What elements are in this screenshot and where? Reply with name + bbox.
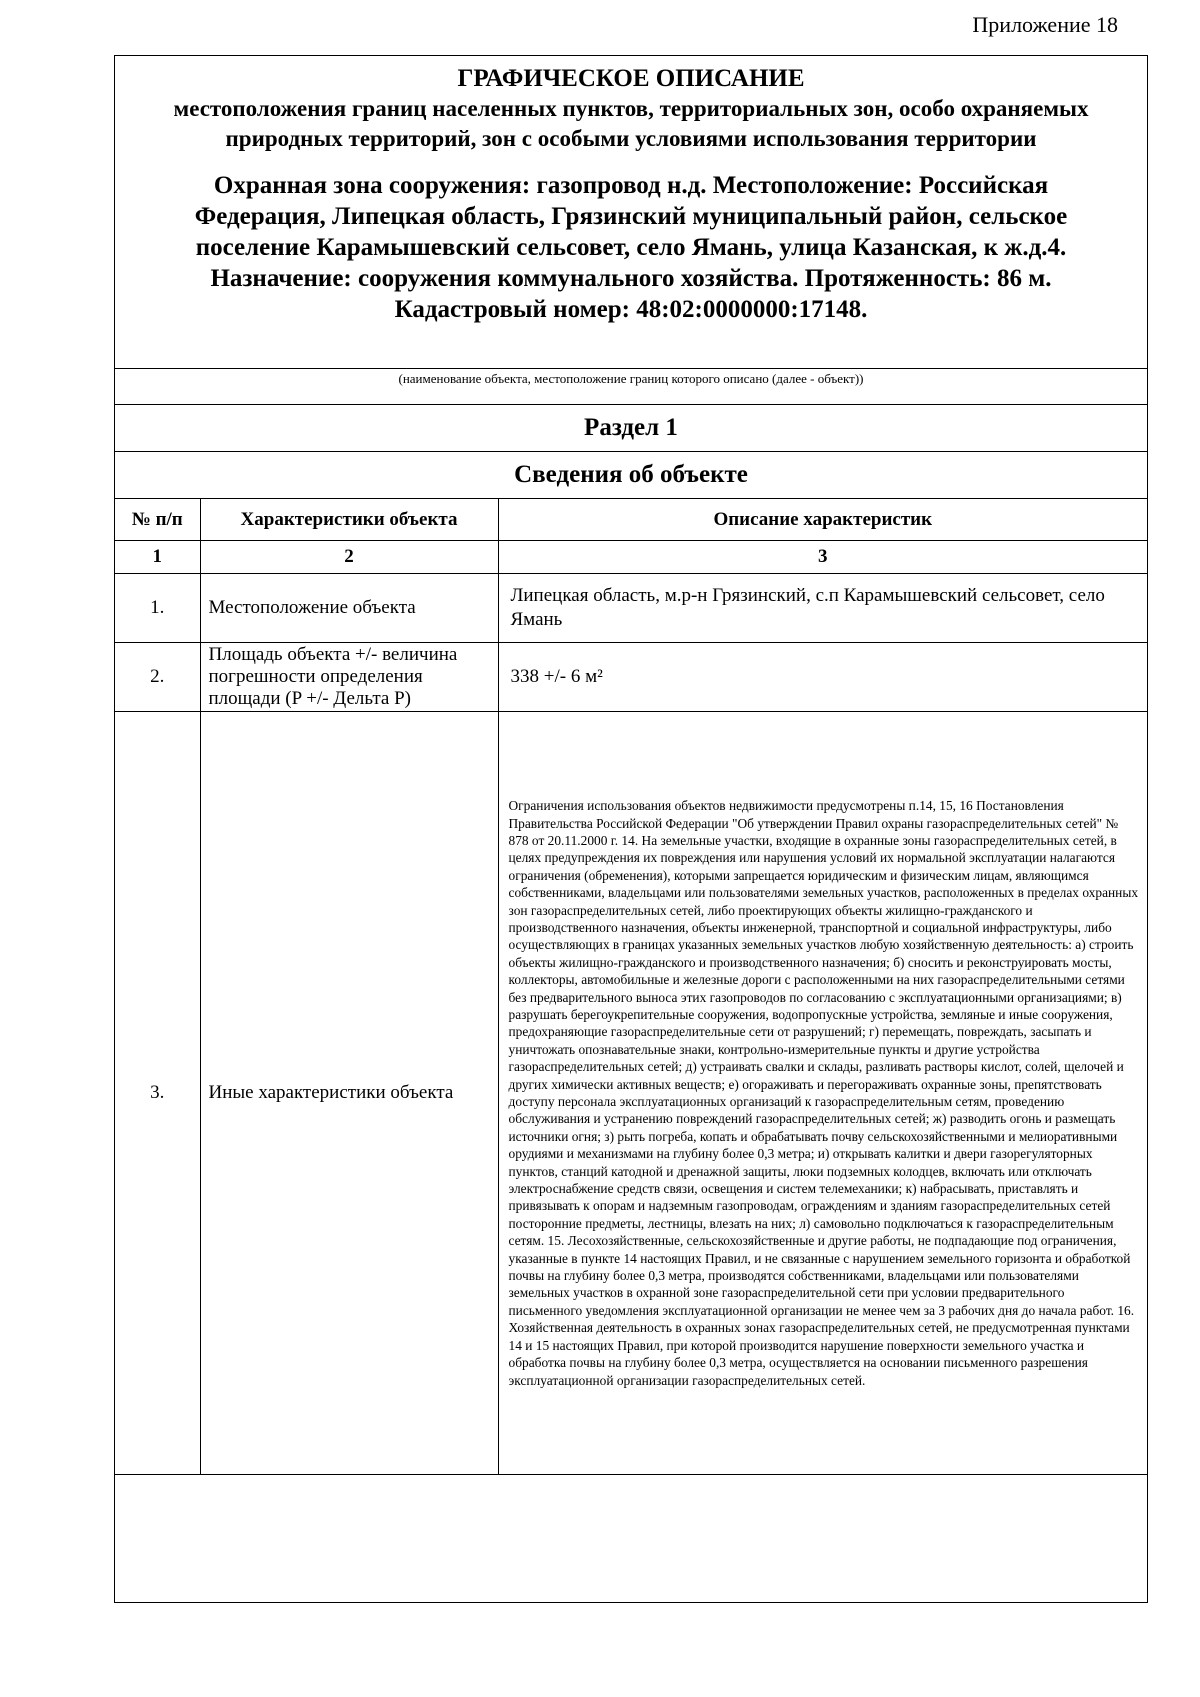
row-number: 1. [115, 574, 200, 643]
object-description: Охранная зона сооружения: газопровод н.д. Местоположение: Российская Федерация, Липецкая область, Грязинский муниципальный район, сельское поселение Карамышевский сельсовет, село Ямань, улица Казанская, к ж.д.4. Назначение: сооружения коммунального хозяйства. Протяженность: 86 м. Кадастровый номер: 48:02:0000000:17148. [194, 172, 1068, 323]
table-header-row [115, 499, 1147, 541]
object-caption: (наименование объекта, местоположение границ которого описано (далее - объект)) [115, 369, 1147, 405]
document-header [115, 56, 1147, 369]
row-characteristic: Площадь объекта +/- величина погрешности определения площади (P +/- Дельта P) [200, 643, 498, 712]
table-row [115, 643, 1147, 712]
section-title: Раздел 1 [115, 405, 1147, 452]
object-info-table [115, 499, 1147, 1475]
row-number: 3. [115, 712, 200, 1475]
row-description: 338 +/- 6 м² [498, 643, 1147, 712]
document-title: ГРАФИЧЕСКОЕ ОПИСАНИЕ [457, 65, 805, 92]
appendix-label: Приложение 18 [972, 12, 1118, 37]
column-header-number: № п/п [115, 499, 200, 541]
row-number: 2. [115, 643, 200, 712]
section-subtitle: Сведения об объекте [115, 452, 1147, 499]
row-description-restrictions: Ограничения использования объектов недвижимости предусмотрены п.14, 15, 16 Постановления Правительства Российской Федерации "Об утверждении Правил охраны газораспределительных сетей" № 878 от 20.11.2000 г. 14. На земельные участки, входящие в охранные зоны газораспределительных сетей, в целях предупреждения их повреждения или нарушения условий их нормальной эксплуатации налагаются ограничения (обременения), которыми запрещается юридическим и физическим лицам, являющимся собственниками, владельцами или пользователями земельных участков, расположенных в пределах охранных зон газораспределительных сетей, либо проектирующих объекты жилищно-гражданского и производственного назначения, объекты инженерной, транспортной и социальной инфраструктуры, либо осуществляющих в границах указанных земельных участков любую хозяйственную деятельность: а) строить объекты жилищно-гражданского и производственного назначения; б) сносить и реконструировать мосты, коллекторы, автомобильные и железные дороги с расположенными на них газораспределительными сетями без предварительного выноса этих газопроводов по согласованию с эксплуатационными организациями; в) разрушать берегоукрепительные сооружения, водопропускные устройства, земляные и иные сооружения, предохраняющие газораспределительные сети от разрушений; г) перемещать, повреждать, засыпать и уничтожать опознавательные знаки, контрольно-измерительные пункты и другие устройства газораспределительных сетей; д) устраивать свалки и склады, разливать растворы кислот, солей, щелочей и других химически активных веществ; е) огораживать и перегораживать охранные зоны, препятствовать доступу персонала эксплуатационных организаций к газораспределительным сетям, проведению обслуживания и устранению повреждений газораспределительных сетей; ж) разводить огонь и размещать источники огня; з) рыть погреба, копать и обрабатывать почву сельскохозяйственными и мелиоративными орудиями и механизмами на глубину более 0,3 метра; и) открывать калитки и двери газорегуляторных пунктов, станций катодной и дренажной защиты, люки подземных колодцев, включать или отключать электроснабжение средств связи, освещения и систем телемеханики; к) набрасывать, приставлять и привязывать к опорам и надземным газопроводам, ограждениям и зданиям газораспределительных сетей посторонние предметы, лестницы, влезать на них; л) самовольно подключаться к газораспределительным сетям. 15. Лесохозяйственные, сельскохозяйственные и другие работы, не подпадающие под ограничения, указанные в пункте 14 настоящих Правил, и не связанные с нарушением земельного горизонта и обработкой почвы на глубину более 0,3 метра, производятся собственниками, владельцами или пользователями земельных участков в охранной зоне газораспределительной сети при условии предварительного письменного уведомления эксплуатационной организации не менее чем за 3 рабочих дня до начала работ. 16. Хозяйственная деятельность в охранных зонах газораспределительных сетей, не предусмотренная пунктами 14 и 15 настоящих Правил, при которой производится нарушение поверхности земельного участка и обработка почвы на глубину более 0,3 метра, осуществляется на основании письменного разрешения эксплуатационной организации газораспределительных сетей. [498, 712, 1147, 1475]
document-frame [114, 55, 1148, 1603]
column-number-1: 1 [115, 541, 200, 574]
column-number-3: 3 [498, 541, 1147, 574]
document-subtitle: местоположения границ населенных пунктов, территориальных зон, особо охраняемых природных территорий, зон с особыми условиями использования территории [173, 96, 1089, 151]
column-header-characteristic: Характеристики объекта [200, 499, 498, 541]
column-header-description: Описание характеристик [498, 499, 1147, 541]
row-characteristic: Местоположение объекта [200, 574, 498, 643]
row-characteristic: Иные характеристики объекта [200, 712, 498, 1475]
column-number-2: 2 [200, 541, 498, 574]
table-row [115, 712, 1147, 1475]
row-description: Липецкая область, м.р-н Грязинский, с.п Карамышевский сельсовет, село Ямань [498, 574, 1147, 643]
table-row [115, 574, 1147, 643]
table-column-numbers-row [115, 541, 1147, 574]
